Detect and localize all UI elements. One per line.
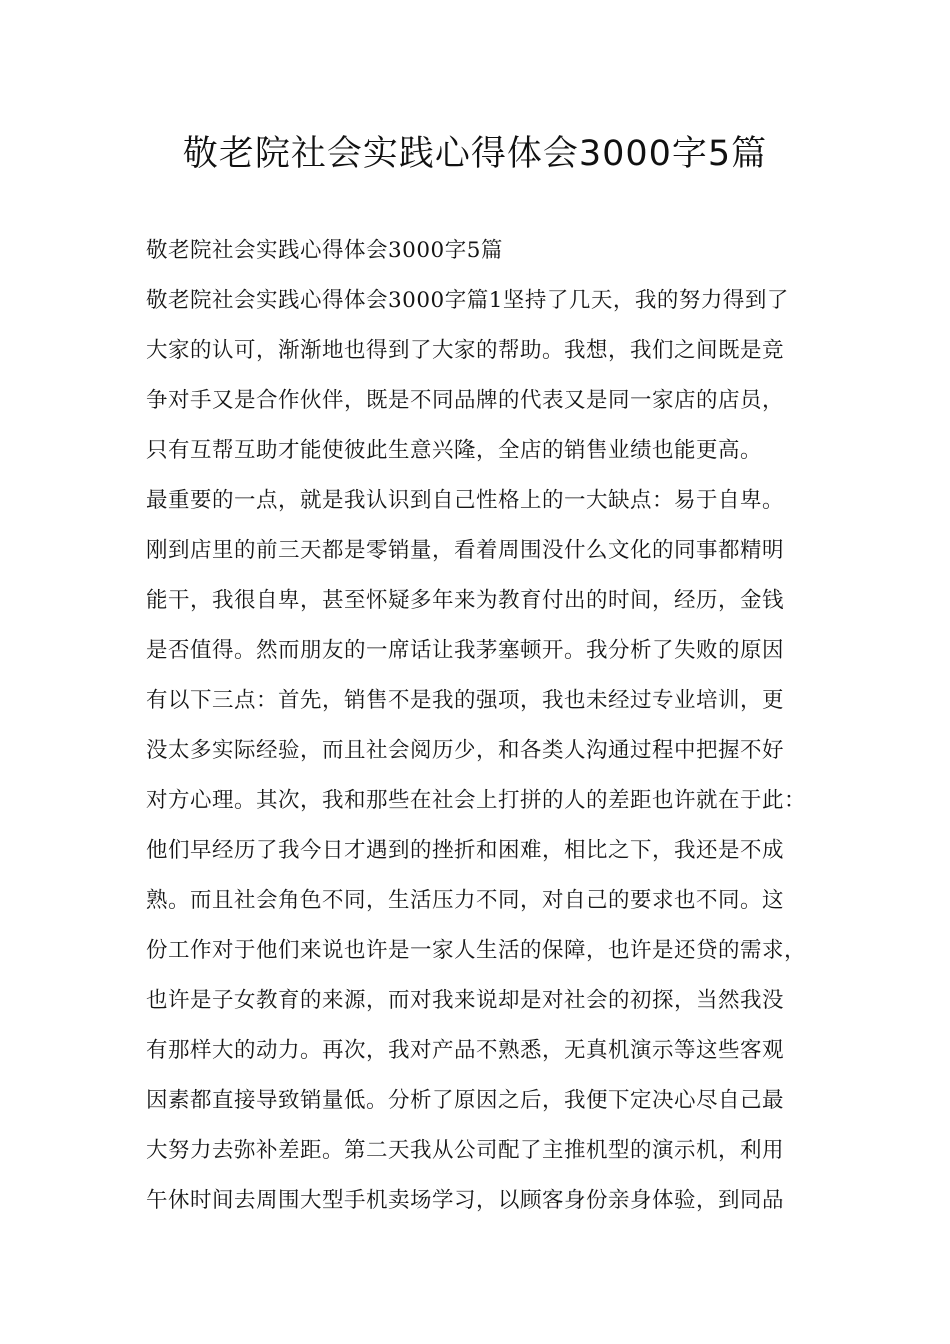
document-title: 敬老院社会实践心得体会3000字5篇 xyxy=(182,134,768,174)
body-line: 没太多实际经验，而且社会阅历少，和各类人沟通过程中把握不好 xyxy=(146,738,785,763)
body-line: 份工作对于他们来说也许是一家人生活的保障，也许是还贷的需求， xyxy=(146,938,807,963)
body-line: 最重要的一点，就是我认识到自己性格上的一大缺点：易于自卑。 xyxy=(146,488,785,513)
body-line: 刚到店里的前三天都是零销量，看着周围没什么文化的同事都精明 xyxy=(146,538,785,563)
body-line: 也许是子女教育的来源，而对我来说却是对社会的初探，当然我没 xyxy=(146,988,785,1013)
body-line: 敬老院社会实践心得体会3000字篇1坚持了几天，我的努力得到了 xyxy=(146,288,789,313)
body-line: 午休时间去周围大型手机卖场学习，以顾客身份亲身体验，到同品 xyxy=(146,1188,785,1213)
body-line: 对方心理。其次，我和那些在社会上打拼的人的差距也许就在于此： xyxy=(146,788,807,813)
body-line: 有那样大的动力。再次，我对产品不熟悉，无真机演示等这些客观 xyxy=(146,1038,785,1063)
body-line: 是否值得。然而朋友的一席话让我茅塞顿开。我分析了失败的原因 xyxy=(146,638,785,663)
body-line: 能干，我很自卑，甚至怀疑多年来为教育付出的时间，经历，金钱 xyxy=(146,588,785,613)
body-line: 因素都直接导致销量低。分析了原因之后，我便下定决心尽自己最 xyxy=(146,1088,785,1113)
body-line: 大家的认可，渐渐地也得到了大家的帮助。我想，我们之间既是竞 xyxy=(146,338,785,363)
subtitle-line: 敬老院社会实践心得体会3000字5篇 xyxy=(146,238,503,263)
body-line: 有以下三点：首先，销售不是我的强项，我也未经过专业培训，更 xyxy=(146,688,785,713)
body-line: 争对手又是合作伙伴，既是不同品牌的代表又是同一家店的店员， xyxy=(146,388,785,413)
body-line: 大努力去弥补差距。第二天我从公司配了主推机型的演示机，利用 xyxy=(146,1138,785,1163)
body-line: 熟。而且社会角色不同，生活压力不同，对自己的要求也不同。这 xyxy=(146,888,785,913)
body-line: 只有互帮互助才能使彼此生意兴隆，全店的销售业绩也能更高。 xyxy=(146,438,763,463)
document-subtitle xyxy=(146,226,836,276)
body-line: 他们早经历了我今日才遇到的挫折和困难，相比之下，我还是不成 xyxy=(146,838,785,863)
document-body xyxy=(146,276,836,1226)
